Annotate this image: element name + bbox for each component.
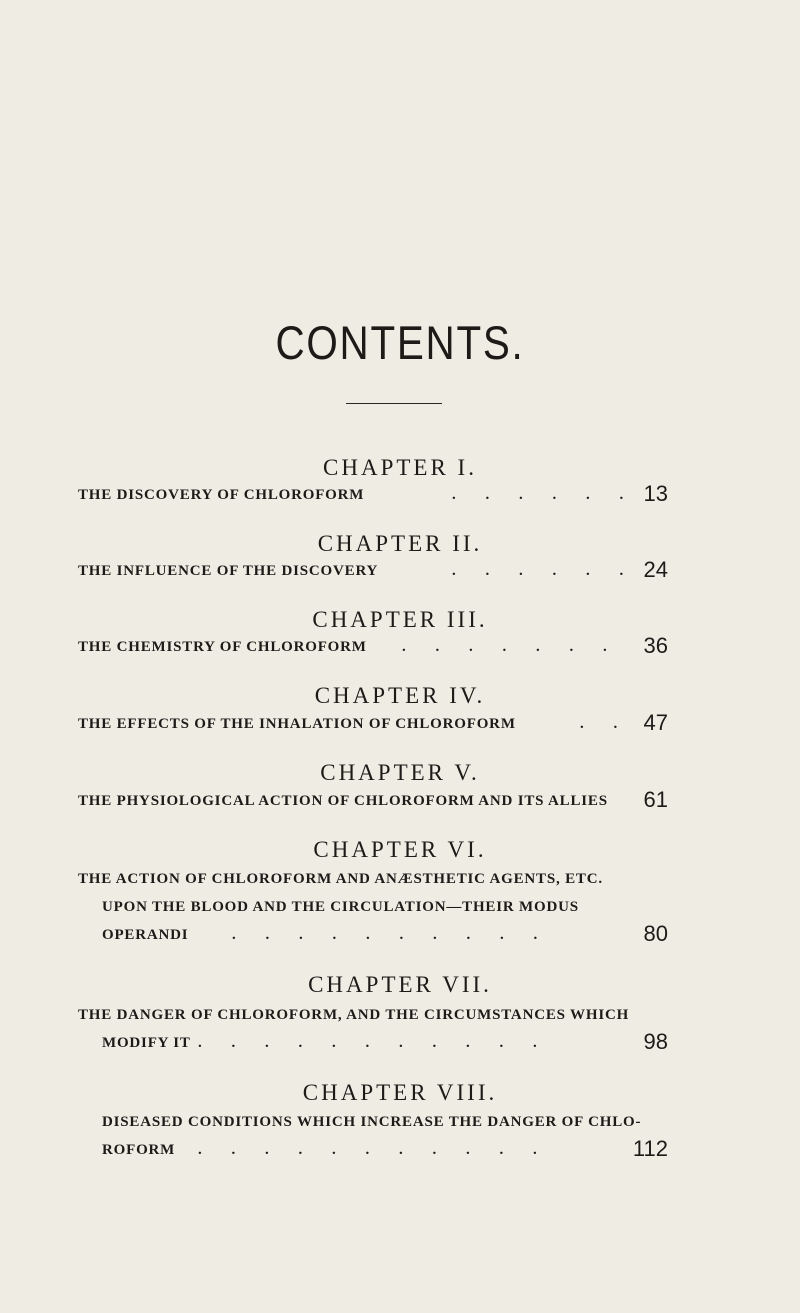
dot-leader: . . . . . . . . . . . [198, 1035, 550, 1051]
chapter-title: THE DANGER OF CHLOROFORM, AND THE CIRCUMSTANCES WHICH [78, 1007, 630, 1023]
page-number: 61 [643, 787, 668, 812]
chapter-title: THE CHEMISTRY OF CHLOROFORM [78, 639, 367, 655]
chapter-title-continued: MODIFY IT [102, 1035, 191, 1051]
dot-leader: . . . . . . [452, 487, 637, 503]
chapter-heading: CHAPTER V. [320, 760, 480, 785]
page-number: 36 [643, 633, 668, 658]
chapter-title-continued: UPON THE BLOOD AND THE CIRCULATION—THEIR MODUS [102, 899, 579, 915]
chapter-title: THE INFLUENCE OF THE DISCOVERY [78, 563, 379, 579]
page-number: 47 [643, 710, 668, 735]
chapter-title: THE EFFECTS OF THE INHALATION OF CHLOROFORM [78, 716, 516, 732]
chapter-heading: CHAPTER VII. [308, 972, 492, 997]
chapter-title: DISEASED CONDITIONS WHICH INCREASE THE DANGER OF CHLO- [102, 1114, 642, 1130]
chapter-title: THE DISCOVERY OF CHLOROFORM [78, 487, 365, 503]
dot-leader: . . . . . . . . . . [232, 927, 551, 943]
chapter-heading: CHAPTER III. [312, 607, 488, 632]
chapter-heading: CHAPTER VIII. [302, 1080, 498, 1105]
dot-leader: . . . . . . [452, 563, 637, 579]
chapter-title-continued: ROFORM [102, 1142, 176, 1158]
chapter-title: THE ACTION OF CHLOROFORM AND ANÆSTHETIC AGENTS, ETC. [78, 871, 603, 887]
chapter-heading: CHAPTER II. [317, 531, 483, 556]
chapter-title-continued: OPERANDI [102, 927, 189, 943]
page-title: CONTENTS. [275, 316, 525, 369]
dot-leader: . . [580, 716, 631, 732]
chapter-heading: CHAPTER VI. [313, 837, 487, 862]
page-number: 80 [643, 921, 668, 946]
chapter-heading: CHAPTER I. [323, 455, 477, 480]
page-number: 13 [643, 481, 668, 506]
title-rule [346, 403, 442, 404]
chapter-heading: CHAPTER IV. [314, 683, 486, 708]
dot-leader: . . . . . . . [402, 639, 620, 655]
page-number: 24 [643, 557, 668, 582]
page-number: 98 [643, 1029, 668, 1054]
dot-leader: . . . . . . . . . . . [198, 1142, 550, 1158]
chapter-title: THE PHYSIOLOGICAL ACTION OF CHLOROFORM AND ITS ALLIES [78, 793, 608, 809]
page-number: 112 [632, 1136, 668, 1161]
